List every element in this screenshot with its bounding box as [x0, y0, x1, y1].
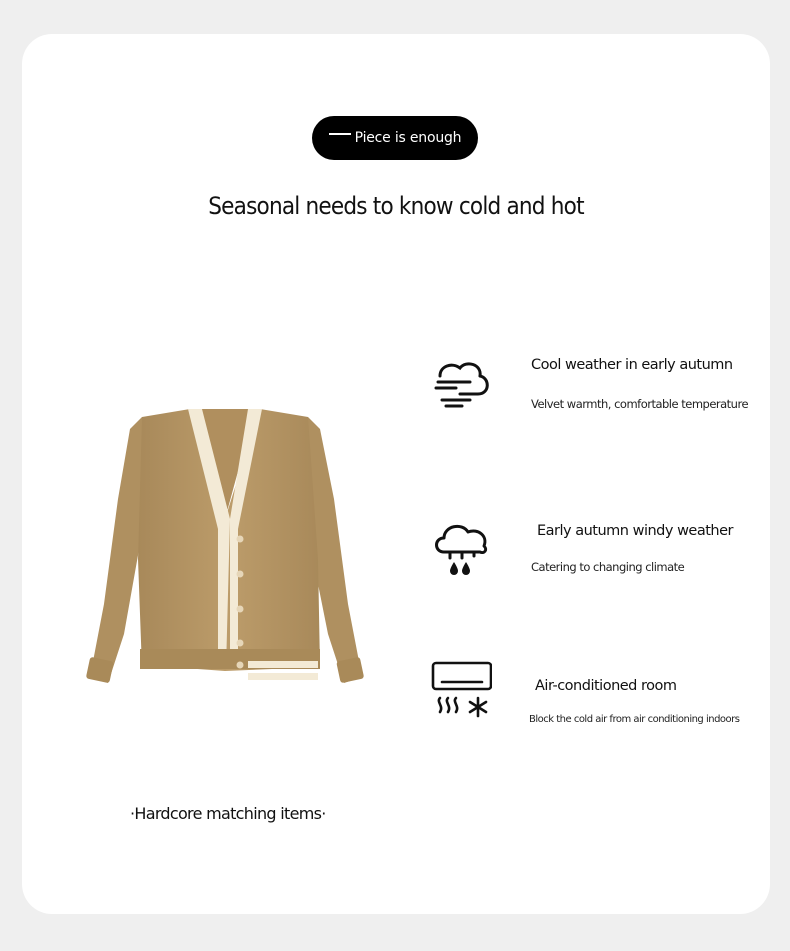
feature-desc-2: Catering to changing climate [531, 560, 685, 574]
feature-title-1: Cool weather in early autumn [531, 357, 733, 373]
caption-text: ·Hardcore matching items· [130, 804, 326, 823]
rain-cloud-icon [430, 518, 492, 580]
feature-desc-1: Velvet warmth, comfortable temperature [531, 397, 749, 411]
wind-cloud-icon [430, 356, 492, 418]
badge-label: Piece is enough [354, 130, 462, 146]
dash-mark [329, 133, 351, 135]
content-card [22, 34, 770, 914]
cardigan-image [80, 369, 370, 714]
air-conditioner-icon [430, 658, 492, 720]
feature-title-3: Air-conditioned room [535, 678, 677, 694]
piece-badge [312, 116, 478, 160]
feature-desc-3: Block the cold air from air conditioning indoors [529, 714, 740, 725]
feature-title-2: Early autumn windy weather [537, 523, 733, 539]
page-headline: Seasonal needs to know cold and hot [208, 192, 584, 220]
